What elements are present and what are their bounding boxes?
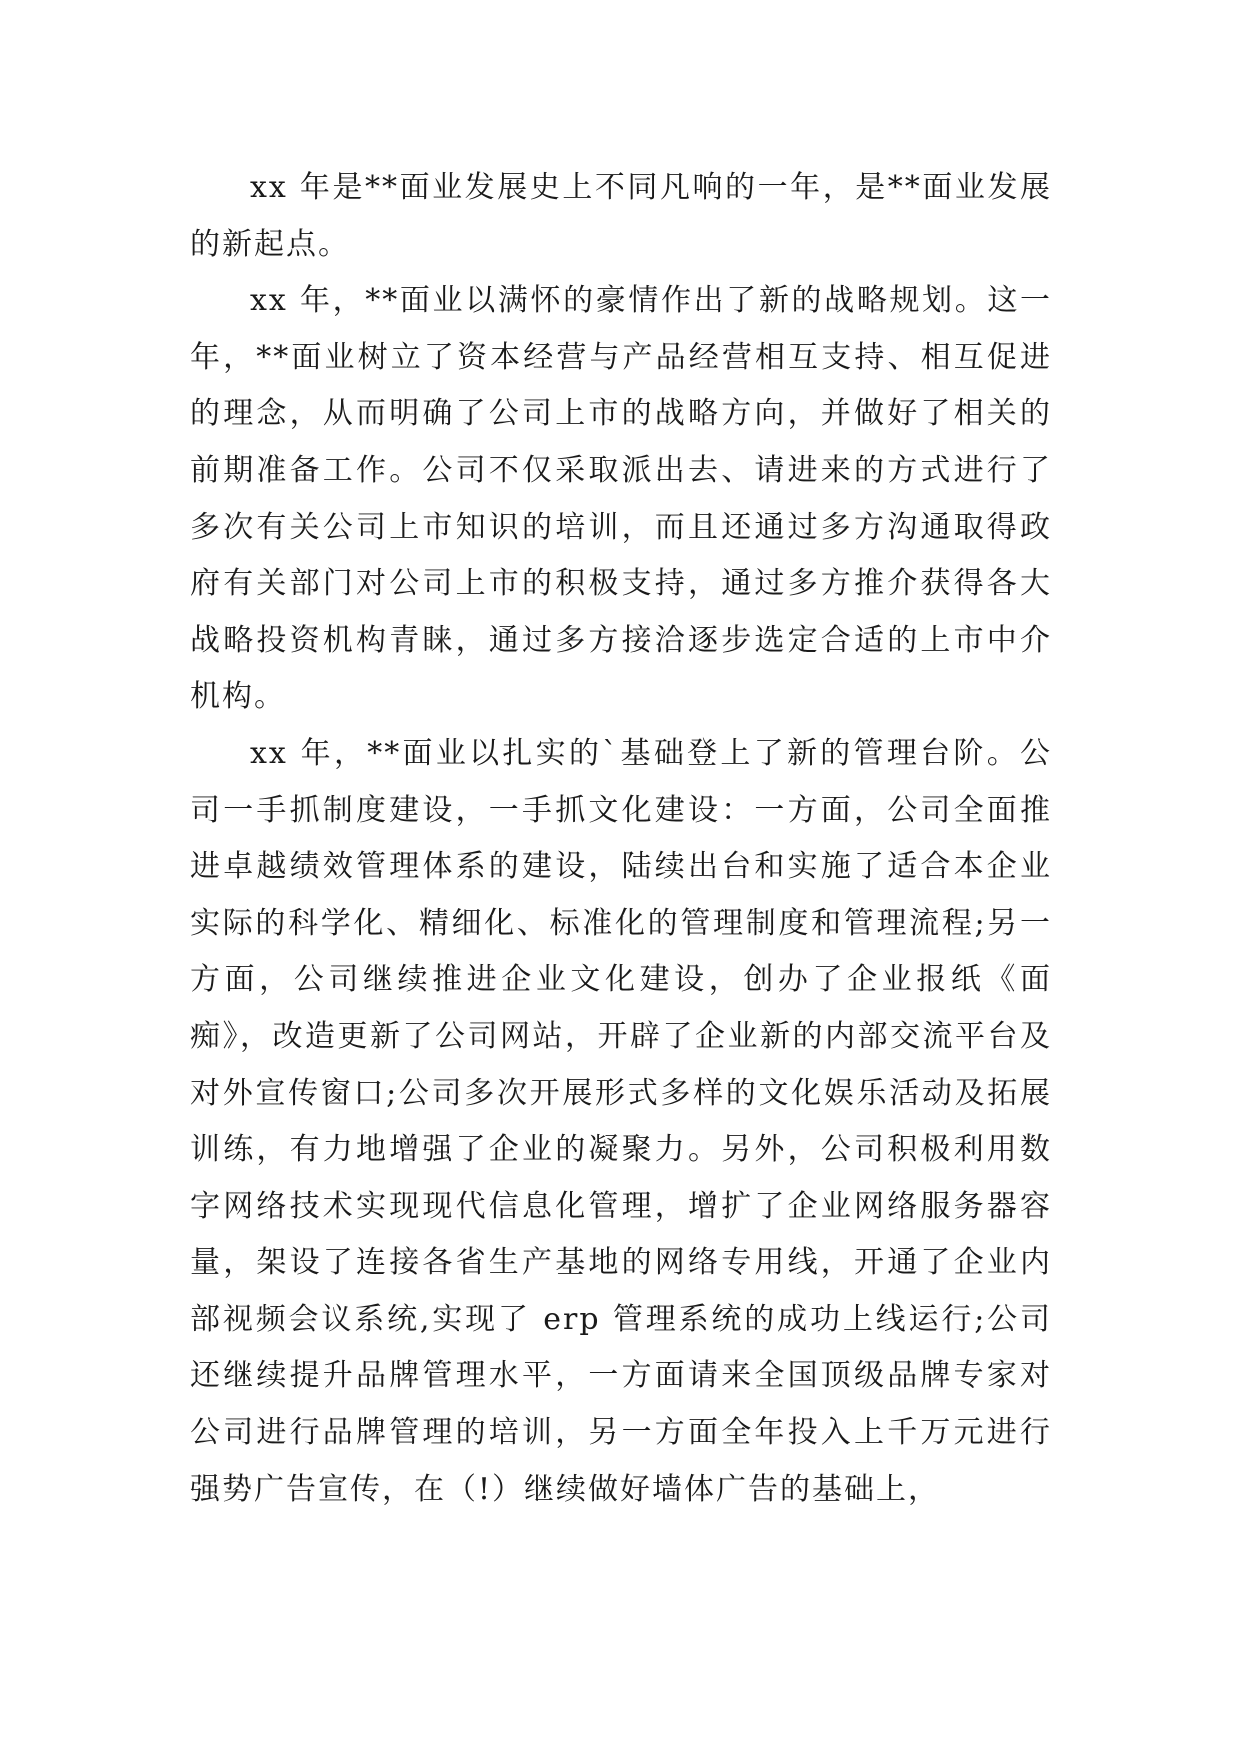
paragraph-3: xx 年，**面业以扎实的`基础登上了新的管理台阶。公司一手抓制度建设，一手抓文化建设：一方面，公司全面推进卓越绩效管理体系的建设，陆续出台和实施了适合本企业实际的科学化、精细化、标准化的管理制度和管理流程;另一方面，公司继续推进企业文化建设，创办了企业报纸《面痴》，改造更新了公司网站，开辟了企业新的内部交流平台及对外宣传窗口;公司多次开展形式多样的文化娱乐活动及拓展训练，有力地增强了企业的凝聚力。另外，公司积极利用数字网络技术实现现代信息化管理，增扩了企业网络服务器容量，架设了连接各省生产基地的网络专用线，开通了企业内部视频会议系统,实现了 erp 管理系统的成功上线运行;公司还继续提升品牌管理水平，一方面请来全国顶级品牌专家对公司进行品牌管理的培训，另一方面全年投入上千万元进行强势广告宣传，在（!）继续做好墙体广告的基础上， [190,735,1052,1507]
document-body [190,160,1052,1518]
paragraph-2: xx 年，**面业以满怀的豪情作出了新的战略规划。这一年，**面业树立了资本经营与产品经营相互支持、相互促进的理念，从而明确了公司上市的战略方向，并做好了相关的前期准备工作。公司不仅采取派出去、请进来的方式进行了多次有关公司上市知识的培训，而且还通过多方沟通取得政府有关部门对公司上市的积极支持，通过多方推介获得各大战略投资机构青睐，通过多方接洽逐步选定合适的上市中介机构。 [190,283,1052,715]
paragraph-1: xx 年是**面业发展史上不同凡响的一年，是**面业发展的新起点。 [190,170,1052,262]
